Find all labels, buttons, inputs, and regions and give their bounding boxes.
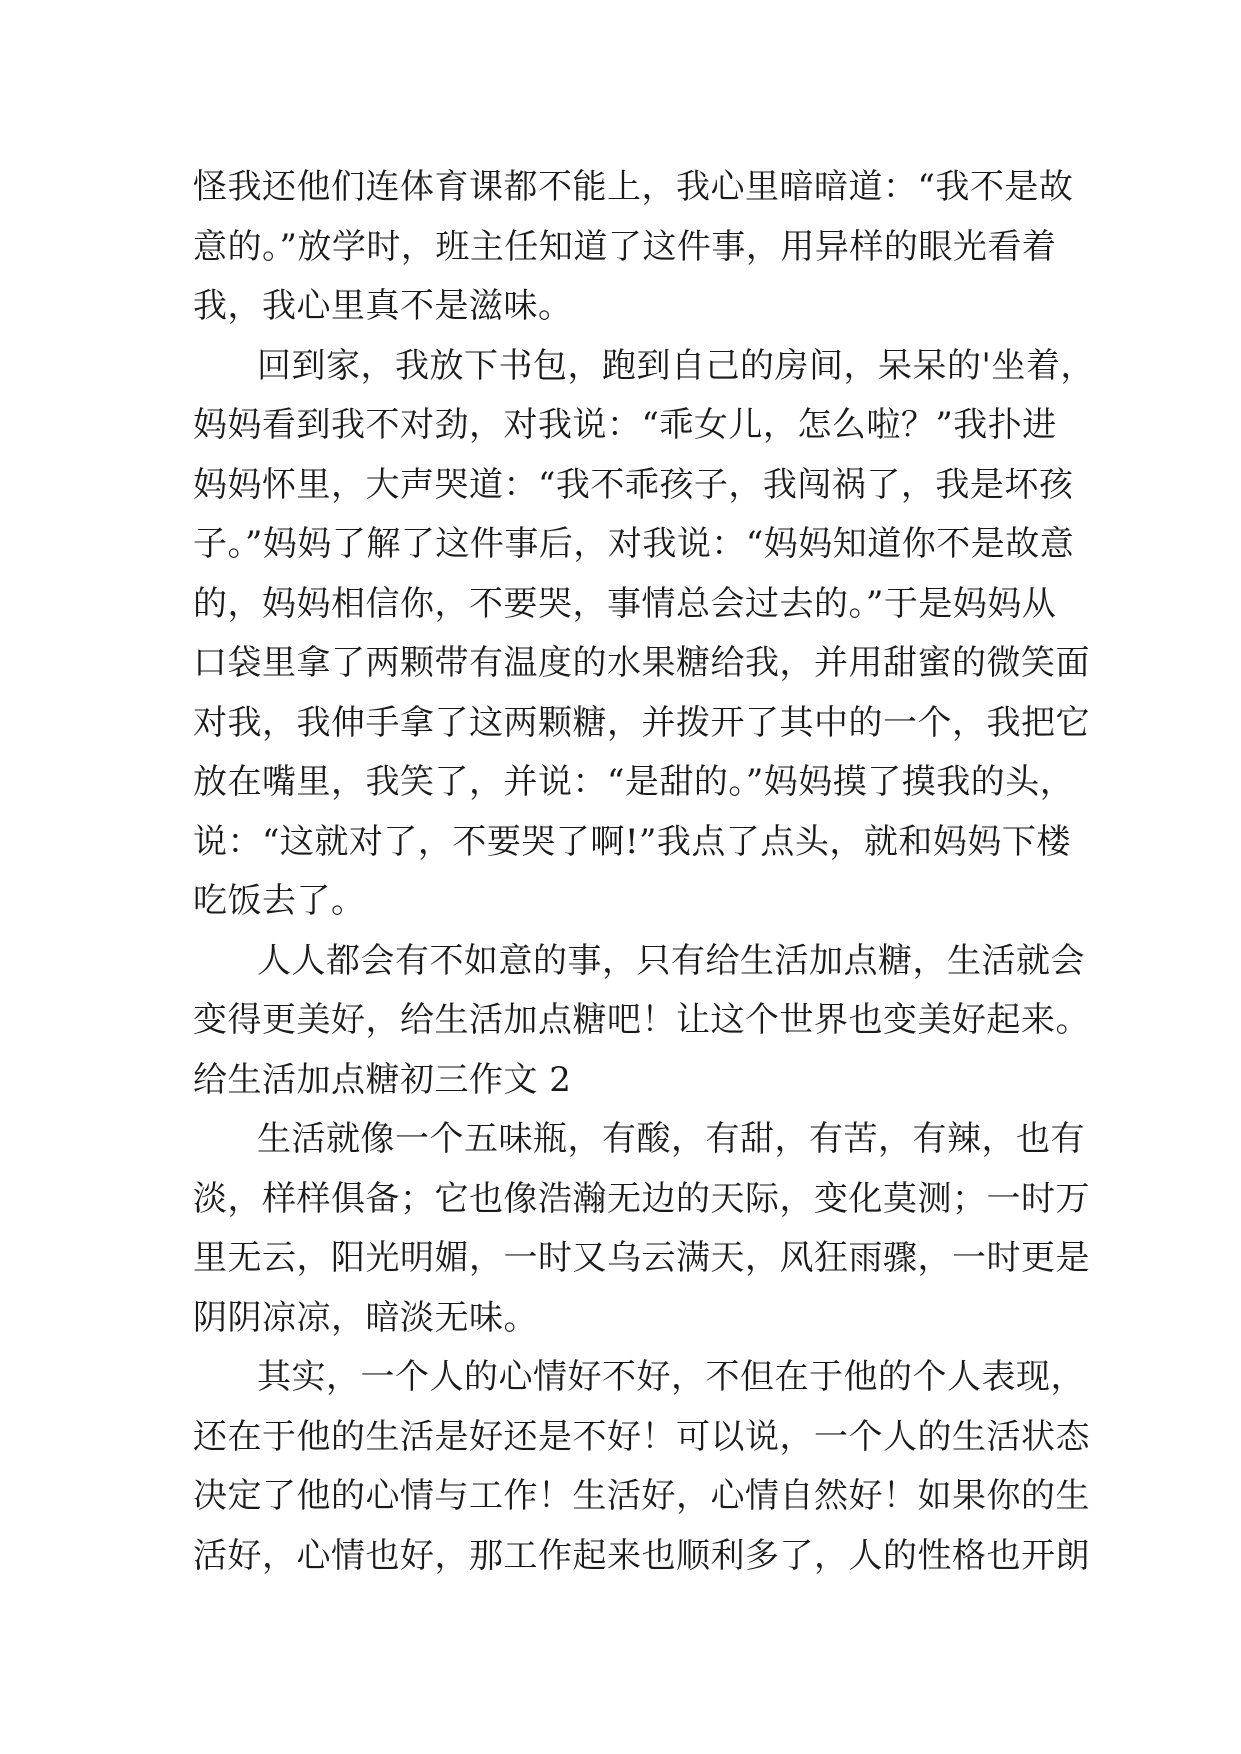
paragraph-start-line: 其实，一个人的心情好不好，不但在于他的个人表现， <box>257 1357 1085 1397</box>
paragraph-start-line: 回到家，我放下书包，跑到自己的房间，呆呆的'坐着， <box>257 345 1095 386</box>
text-line: 说：“这就对了，不要哭了啊!”我点了点头，就和妈妈下楼 <box>193 821 1071 862</box>
text-line: 意的。”放学时，班主任知道了这件事，用异样的眼光看着 <box>193 226 1057 267</box>
text-line: 吃饭去了。 <box>193 881 366 921</box>
text-line: 怪我还他们连体育课都不能上，我心里暗暗道：“我不是故 <box>193 167 1074 207</box>
text-line: 淡，样样俱备；它也像浩瀚无边的天际，变化莫测；一时万 <box>193 1178 1090 1219</box>
text-line: 决定了他的心情与工作！生活好，心情自然好！如果你的生 <box>193 1476 1090 1516</box>
section-heading: 给生活加点糖初三作文 2 <box>193 1059 572 1100</box>
text-line: 妈妈怀里，大声哭道：“我不乖孩子，我闯祸了，我是坏孩 <box>193 464 1074 505</box>
text-line: 口袋里拿了两颗带有温度的水果糖给我，并用甜蜜的微笑面 <box>193 643 1090 683</box>
text-line: 还在于他的生活是好还是不好！可以说，一个人的生活状态 <box>193 1416 1090 1457</box>
text-line: 变得更美好，给生活加点糖吧！让这个世界也变美好起来。 <box>193 1000 1090 1040</box>
text-line: 放在嘴里，我笑了，并说：“是甜的。”妈妈摸了摸我的头， <box>193 762 1075 802</box>
text-line: 子。”妈妈了解了这件事后，对我说：“妈妈知道你不是故意 <box>193 524 1075 564</box>
document-page <box>193 158 1095 1586</box>
text-line: 对我，我伸手拿了这两颗糖，并拨开了其中的一个，我把它 <box>193 702 1090 743</box>
text-line: 的，妈妈相信你，不要哭，事情总会过去的。”于是妈妈从 <box>193 583 1057 624</box>
paragraph-start-line: 生活就像一个五味瓶，有酸，有甜，有苦，有辣，也有 <box>257 1119 1085 1159</box>
text-line: 活好，心情也好，那工作起来也顺利多了，人的性格也开朗 <box>193 1535 1090 1576</box>
text-line: 我，我心里真不是滋味。 <box>193 286 573 326</box>
text-line: 里无云，阳光明媚，一时又乌云满天，风狂雨骤，一时更是 <box>193 1238 1090 1278</box>
text-line: 妈妈看到我不对劲，对我说：“乖女儿，怎么啦？”我扑进 <box>193 405 1057 445</box>
paragraph-start-line: 人人都会有不如意的事，只有给生活加点糖，生活就会 <box>257 940 1085 981</box>
text-line: 阴阴凉凉，暗淡无味。 <box>193 1297 538 1338</box>
